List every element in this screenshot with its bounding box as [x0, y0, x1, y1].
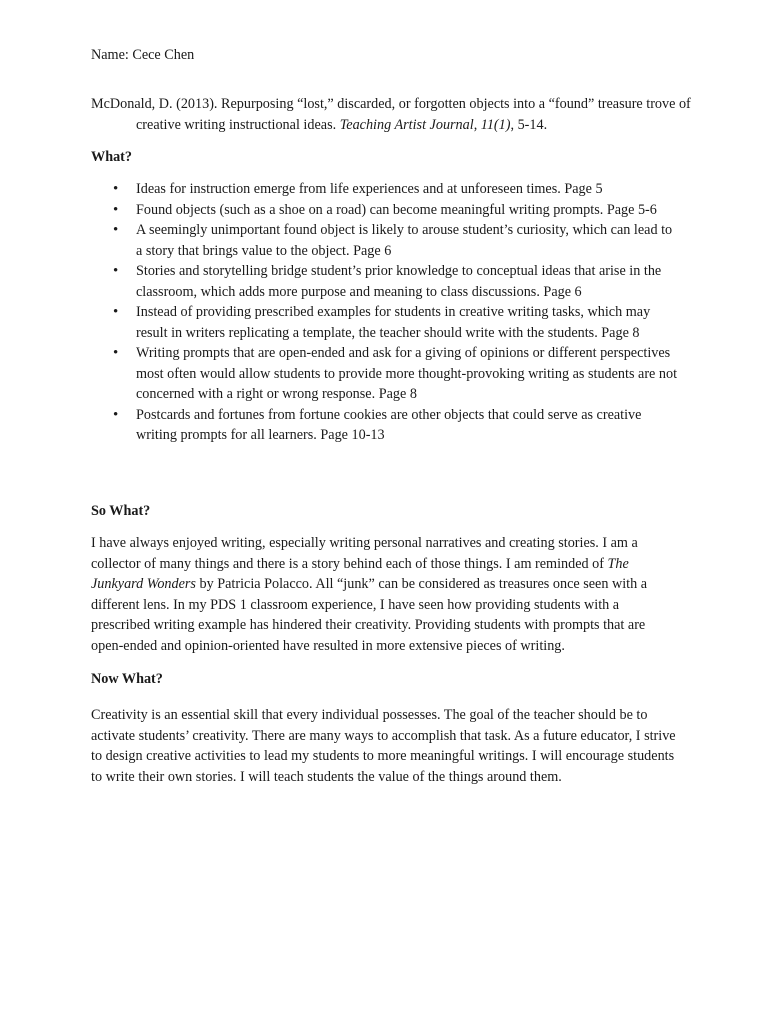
- citation-journal: Teaching Artist Journal: [339, 116, 474, 133]
- so-what-paragraph: [91, 533, 677, 656]
- bullet-item: • Found objects (such as a shoe on a road) can become meaningful writing prompts. Page 5-6: [91, 200, 681, 221]
- bullet-item: • Stories and storytelling bridge student’s prior knowledge to conceptual ideas that arise in the classroom, which adds more purpose and meaning to class discussions. Page 6: [91, 261, 681, 302]
- book-title: The Junkyard Wonders: [91, 555, 629, 592]
- what-bullet-list: [91, 179, 681, 446]
- bullet-item: • Writing prompts that are open-ended and ask for a giving of opinions or different perspectives most often would allow students to provide more thought-provoking writing as students are not concerned with a right or wrong response. Page 8: [91, 343, 681, 405]
- citation-sep: ,: [473, 116, 481, 133]
- so-what-text-1: I have always enjoyed writing, especially writing personal narratives and creating stories. I am a collector of many things and there is a story behind each of those things. I am reminded of: [91, 535, 638, 572]
- bullet-item: • Instead of providing prescribed examples for students in creative writing tasks, which may result in writers replicating a template, the teacher should write with the students. Page 8: [91, 302, 681, 343]
- now-what-heading: Now What?: [91, 671, 163, 687]
- so-what-text-2: by Patricia Polacco. All “junk” can be considered as treasures once seen with a different lens. In my PDS 1 classroom experience, I have seen how providing students with a prescribed writing example has hindered their creativity. Providing students with prompts that are open-ended and opinion-oriented have resulted in more extensive pieces of writing.: [91, 576, 648, 654]
- bullet-item: • A seemingly unimportant found object is likely to arouse student’s curiosity, which can lead to a story that brings value to the object. Page 6: [91, 220, 681, 261]
- now-what-paragraph: Creativity is an essential skill that every individual possesses. The goal of the teacher should be to activate students’ creativity. There are many ways to accomplish that task. As a future educator, I strive to design creative activities to lead my students to more meaningful writings. I will encourage students to write their own stories. I will teach students the value of the things around them.: [91, 707, 676, 785]
- citation-main: McDonald, D. (2013). Repurposing “lost,” discarded, or forgotten objects into a “found” treasure trove of creative writing instructional ideas.: [91, 96, 691, 133]
- what-heading: What?: [91, 149, 132, 165]
- bullet-item: • Ideas for instruction emerge from life experiences and at unforeseen times. Page 5: [91, 179, 681, 200]
- citation-pages: , 5-14.: [510, 116, 548, 133]
- so-what-heading: So What?: [91, 503, 151, 519]
- bullet-item: • Postcards and fortunes from fortune cookies are other objects that could serve as creative writing prompts for all learners. Page 10-13: [91, 405, 681, 446]
- citation-volume: 11(1): [480, 116, 511, 133]
- citation: [91, 94, 726, 135]
- student-name: Name: Cece Chen: [91, 47, 195, 63]
